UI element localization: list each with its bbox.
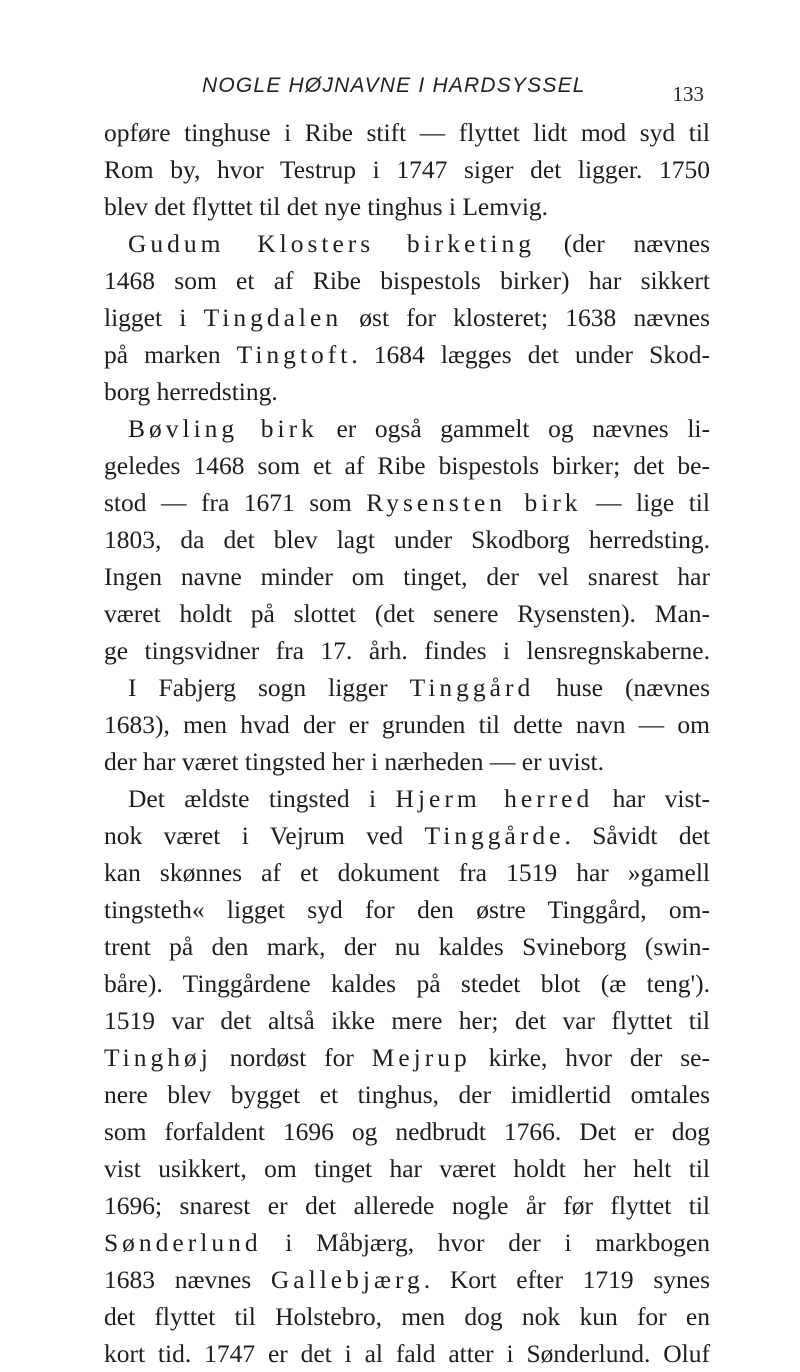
spaced-place-name: Bøvling birk — [128, 414, 318, 443]
text-line — [104, 817, 710, 854]
line-segment: borg herredsting. — [104, 377, 278, 406]
line-segment: nok været i Vejrum ved — [104, 821, 425, 850]
line-segment: trent på den mark, der nu kaldes Svineborg (swin- — [104, 932, 710, 961]
text-line — [104, 965, 710, 1002]
spaced-place-name: Gudum Klosters birketing — [128, 229, 535, 258]
spaced-place-name: Tinggård — [409, 673, 535, 702]
text-line — [104, 521, 710, 558]
line-segment: tingsteth« ligget syd for den østre Tinggård, om- — [104, 895, 710, 924]
spaced-place-name: Mejrup — [371, 1043, 471, 1072]
spaced-place-name: Sønderlund — [104, 1228, 262, 1257]
line-segment: nordøst for — [211, 1043, 372, 1072]
line-segment: båre). Tinggårdene kaldes på stedet blot (æ teng'). — [104, 969, 710, 998]
line-segment: i Måbjærg, hvor der i markbogen — [261, 1228, 710, 1257]
line-segment: — lige til — [581, 488, 710, 517]
line-segment: opføre tinghuse i Ribe stift — flyttet lidt mod syd til — [104, 118, 710, 147]
line-segment: 1519 var det altså ikke mere her; det var flyttet til — [104, 1006, 710, 1035]
text-line — [104, 373, 710, 410]
line-segment: 1468 som et af Ribe bispestols birker) har sikkert — [104, 266, 710, 295]
text-line — [104, 706, 710, 743]
line-segment: . Såvidt det — [564, 821, 710, 850]
text-line — [104, 632, 710, 669]
line-segment: Rom by, hvor Testrup i 1747 siger det ligger. 1750 — [104, 155, 710, 184]
text-line — [104, 1335, 710, 1372]
line-segment: huse (nævnes — [534, 673, 710, 702]
line-segment: Det ældste tingsted i — [128, 784, 396, 813]
line-segment: som forfaldent 1696 og nedbrudt 1766. Det er dog — [104, 1117, 710, 1146]
line-segment: øst for klosteret; 1638 nævnes — [342, 303, 710, 332]
line-segment: er også gammelt og nævnes li- — [317, 414, 710, 443]
spaced-place-name: Tingdalen — [203, 303, 343, 332]
line-segment: kirke, hvor der se- — [470, 1043, 710, 1072]
page-number: 133 — [672, 82, 704, 106]
line-segment: kan skønnes af et dokument fra 1519 har »gamell — [104, 858, 710, 887]
text-line — [104, 225, 710, 262]
text-line — [104, 854, 710, 891]
line-segment: I Fabjerg sogn ligger — [128, 673, 410, 702]
line-segment: 1683), men hvad der er grunden til dette navn — om — [104, 710, 710, 739]
text-line — [104, 669, 710, 706]
running-header — [104, 70, 704, 110]
line-segment: ge tingsvidner fra 17. årh. findes i lensregnskaberne. — [104, 636, 710, 665]
spaced-place-name: Hjerm herred — [395, 784, 594, 813]
text-line — [104, 114, 710, 151]
line-segment: . Kort efter 1719 synes — [423, 1265, 710, 1294]
line-segment: 1696; snarest er det allerede nogle år før flyttet til — [104, 1191, 710, 1220]
running-title: NOGLE HØJNAVNE I HARDSYSSEL — [202, 74, 586, 97]
text-line — [104, 188, 710, 225]
text-line — [104, 780, 710, 817]
line-segment: har vist- — [593, 784, 711, 813]
text-line — [104, 891, 710, 928]
line-segment: blev det flyttet til det nye tinghus i Lemvig. — [104, 192, 549, 221]
text-line — [104, 447, 710, 484]
line-segment: 1683 nævnes — [104, 1265, 271, 1294]
text-line — [104, 410, 710, 447]
line-segment: (der nævnes — [535, 229, 710, 258]
text-line — [104, 1261, 710, 1298]
line-segment: der har været tingsted her i nærheden — er uvist. — [104, 747, 604, 776]
spaced-place-name: Rysensten birk — [366, 488, 582, 517]
spaced-place-name: Gallebjærg — [270, 1265, 424, 1294]
spaced-place-name: Tingtoft — [236, 340, 352, 369]
text-line — [104, 1187, 710, 1224]
text-line — [104, 1076, 710, 1113]
line-segment: kort tid. 1747 er det i al fald atter i Sønderlund. Oluf — [104, 1339, 710, 1368]
text-line — [104, 1039, 710, 1076]
line-segment: det flyttet til Holstebro, men dog nok kun for en — [104, 1302, 710, 1331]
line-segment: 1803, da det blev lagt under Skodborg herredsting. — [104, 525, 710, 554]
text-line — [104, 1150, 710, 1187]
text-line — [104, 743, 710, 780]
text-line — [104, 1002, 710, 1039]
line-segment: . 1684 lægges det under Skod- — [351, 340, 710, 369]
text-line — [104, 336, 710, 373]
line-segment: været holdt på slottet (det senere Rysensten). Man- — [104, 599, 710, 628]
text-line — [104, 558, 710, 595]
text-line — [104, 484, 710, 521]
text-line — [104, 1113, 710, 1150]
text-line — [104, 299, 710, 336]
spaced-place-name: Tinghøj — [104, 1043, 212, 1072]
line-segment: vist usikkert, om tinget har været holdt her helt til — [104, 1154, 710, 1183]
text-line — [104, 151, 710, 188]
line-segment: ligget i — [104, 303, 204, 332]
text-line — [104, 1224, 710, 1261]
text-line — [104, 595, 710, 632]
line-segment: stod — fra 1671 som — [104, 488, 367, 517]
line-segment: nere blev bygget et tinghus, der imidlertid omtales — [104, 1080, 710, 1109]
spaced-place-name: Tinggårde — [424, 821, 565, 850]
text-line — [104, 262, 710, 299]
body-text — [104, 114, 710, 1372]
line-segment: geledes 1468 som et af Ribe bispestols birker; det be- — [104, 451, 710, 480]
line-segment: Ingen navne minder om tinget, der vel snarest har — [104, 562, 710, 591]
text-line — [104, 1298, 710, 1335]
text-line — [104, 928, 710, 965]
line-segment: på marken — [104, 340, 237, 369]
